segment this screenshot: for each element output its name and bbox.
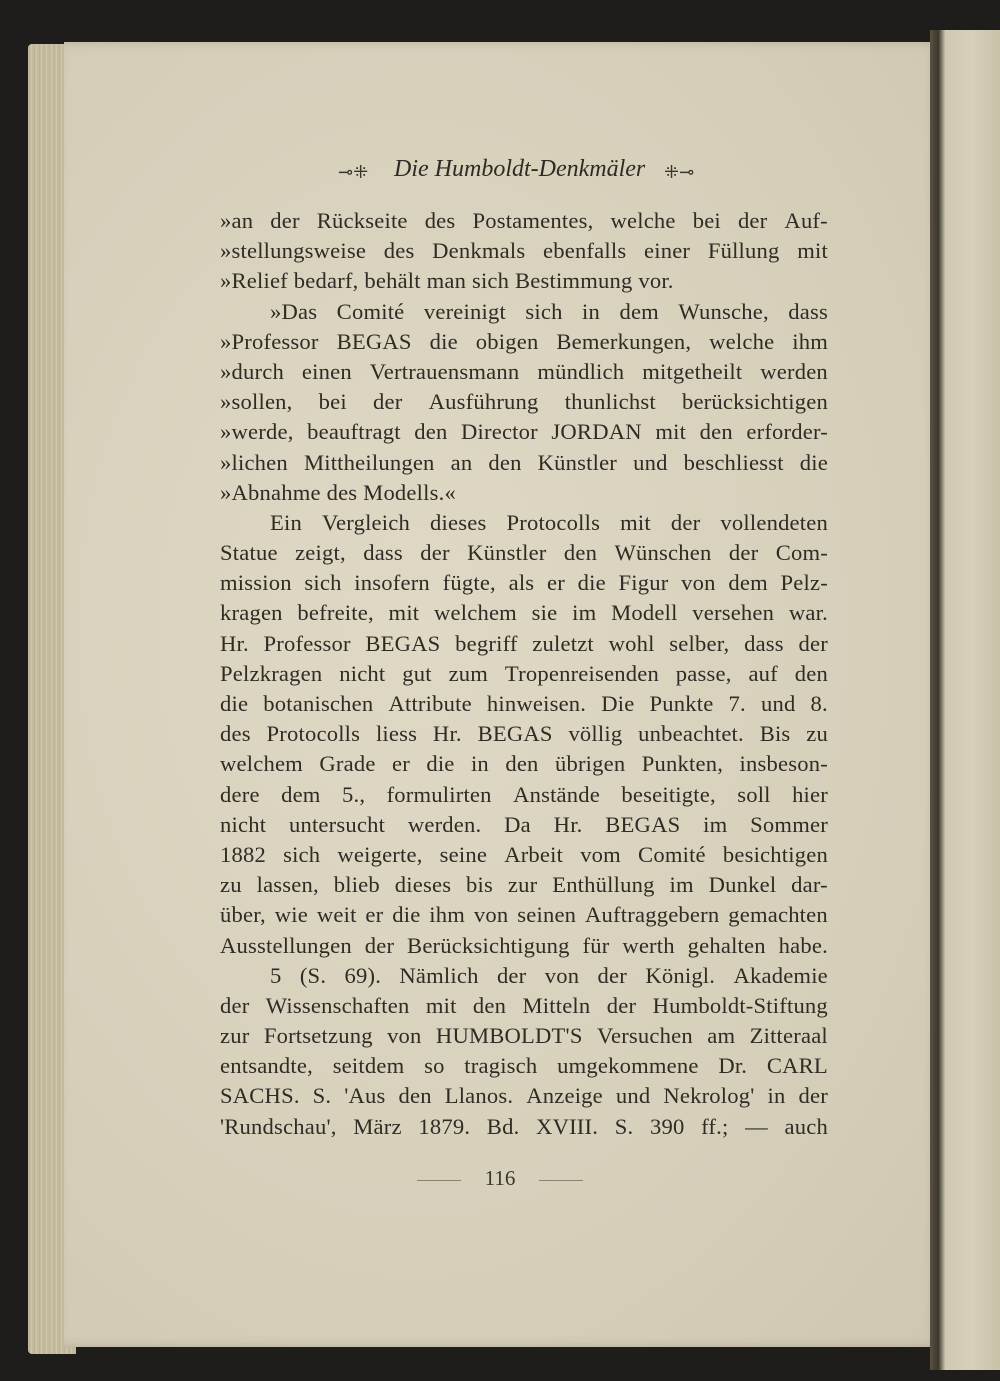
text-line: SACHS. S. 'Aus den Llanos. Anzeige und Nekrolog' in der xyxy=(220,1083,828,1109)
text-line: zu lassen, blieb dieses bis zur Enthüllung im Dunkel dar- xyxy=(220,872,828,898)
text-line: 'Rundschau', März 1879. Bd. XVIII. S. 390 ff.; — auch xyxy=(220,1113,828,1139)
text-line: »an der Rückseite des Postamentes, welche bei der Auf- xyxy=(220,208,828,233)
ornament-right-icon: ⁜⊸ xyxy=(664,162,695,183)
text-line: nicht untersucht werden. Da Hr. BEGAS im Sommer xyxy=(220,811,828,837)
text-line: 1882 sich weigerte, seine Arbeit vom Comité besichtigen xyxy=(220,841,828,867)
text-line: »werde, beauftragt den Director JORDAN mit den erforder- xyxy=(220,419,828,445)
text-line: »lichen Mittheilungen an den Künstler und beschliesst die xyxy=(220,449,828,475)
text-line: dere dem 5., formulirten Anstände beseitigte, soll hier xyxy=(220,781,828,807)
running-head-title: Die Humboldt-Denkmäler xyxy=(394,156,646,182)
text-line: Statue zeigt, dass der Künstler den Wünschen der Com- xyxy=(220,540,828,566)
text-line: des Protocolls liess Hr. BEGAS völlig unbeachtet. Bis zu xyxy=(220,721,828,747)
text-line: entsandte, seitdem so tragisch umgekommene Dr. CARL xyxy=(220,1053,828,1079)
text-line: über, wie weit er die ihm von seinen Auftraggebern gemachten xyxy=(220,902,828,928)
running-head xyxy=(0,152,1000,192)
text-line: Ausstellungen der Berücksichtigung für werth gehalten habe. xyxy=(220,932,828,958)
text-line: »durch einen Vertrauensmann mündlich mitgetheilt werden xyxy=(220,358,828,384)
text-line: mission sich insofern fügte, als er die Figur von dem Pelz- xyxy=(220,570,828,596)
text-line: der Wissenschaften mit den Mitteln der Humboldt-Stiftung xyxy=(220,992,828,1018)
text-line: Hr. Professor BEGAS begriff zuletzt wohl selber, dass der xyxy=(220,630,828,656)
page-number: 116 xyxy=(484,1166,516,1190)
text-line: welchem Grade er die in den übrigen Punkten, insbeson- xyxy=(220,751,828,777)
page-number-row xyxy=(0,1166,1000,1191)
text-line: »Professor BEGAS die obigen Bemerkungen, welche ihm xyxy=(220,328,828,354)
text-line: »Das Comité vereinigt sich in dem Wunsche, dass xyxy=(270,298,828,324)
text-line: »Abnahme des Modells.« xyxy=(220,479,456,505)
text-line: »sollen, bei der Ausführung thunlichst berücksichtigen xyxy=(220,389,828,415)
text-line: 5 (S. 69). Nämlich der von der Königl. Akademie xyxy=(270,962,828,988)
text-line: Pelzkragen nicht gut zum Tropenreisenden passe, auf den xyxy=(220,660,828,686)
folio-dash-right xyxy=(539,1180,583,1181)
folio-dash-left xyxy=(417,1180,461,1181)
text-line: Ein Vergleich dieses Protocolls mit der vollendeten xyxy=(270,509,828,535)
text-line: kragen befreite, mit welchem sie im Modell versehen war. xyxy=(220,600,828,626)
body-text xyxy=(220,206,828,1142)
text-line: »stellungsweise des Denkmals ebenfalls einer Füllung mit xyxy=(220,238,828,264)
text-line: die botanischen Attribute hinweisen. Die Punkte 7. und 8. xyxy=(220,691,828,716)
text-line: »Relief bedarf, behält man sich Bestimmung vor. xyxy=(220,268,674,294)
ornament-left-icon: ⊸⁜ xyxy=(338,162,369,183)
text-line: zur Fortsetzung von HUMBOLDT'S Versuchen am Zitteraal xyxy=(220,1023,828,1049)
